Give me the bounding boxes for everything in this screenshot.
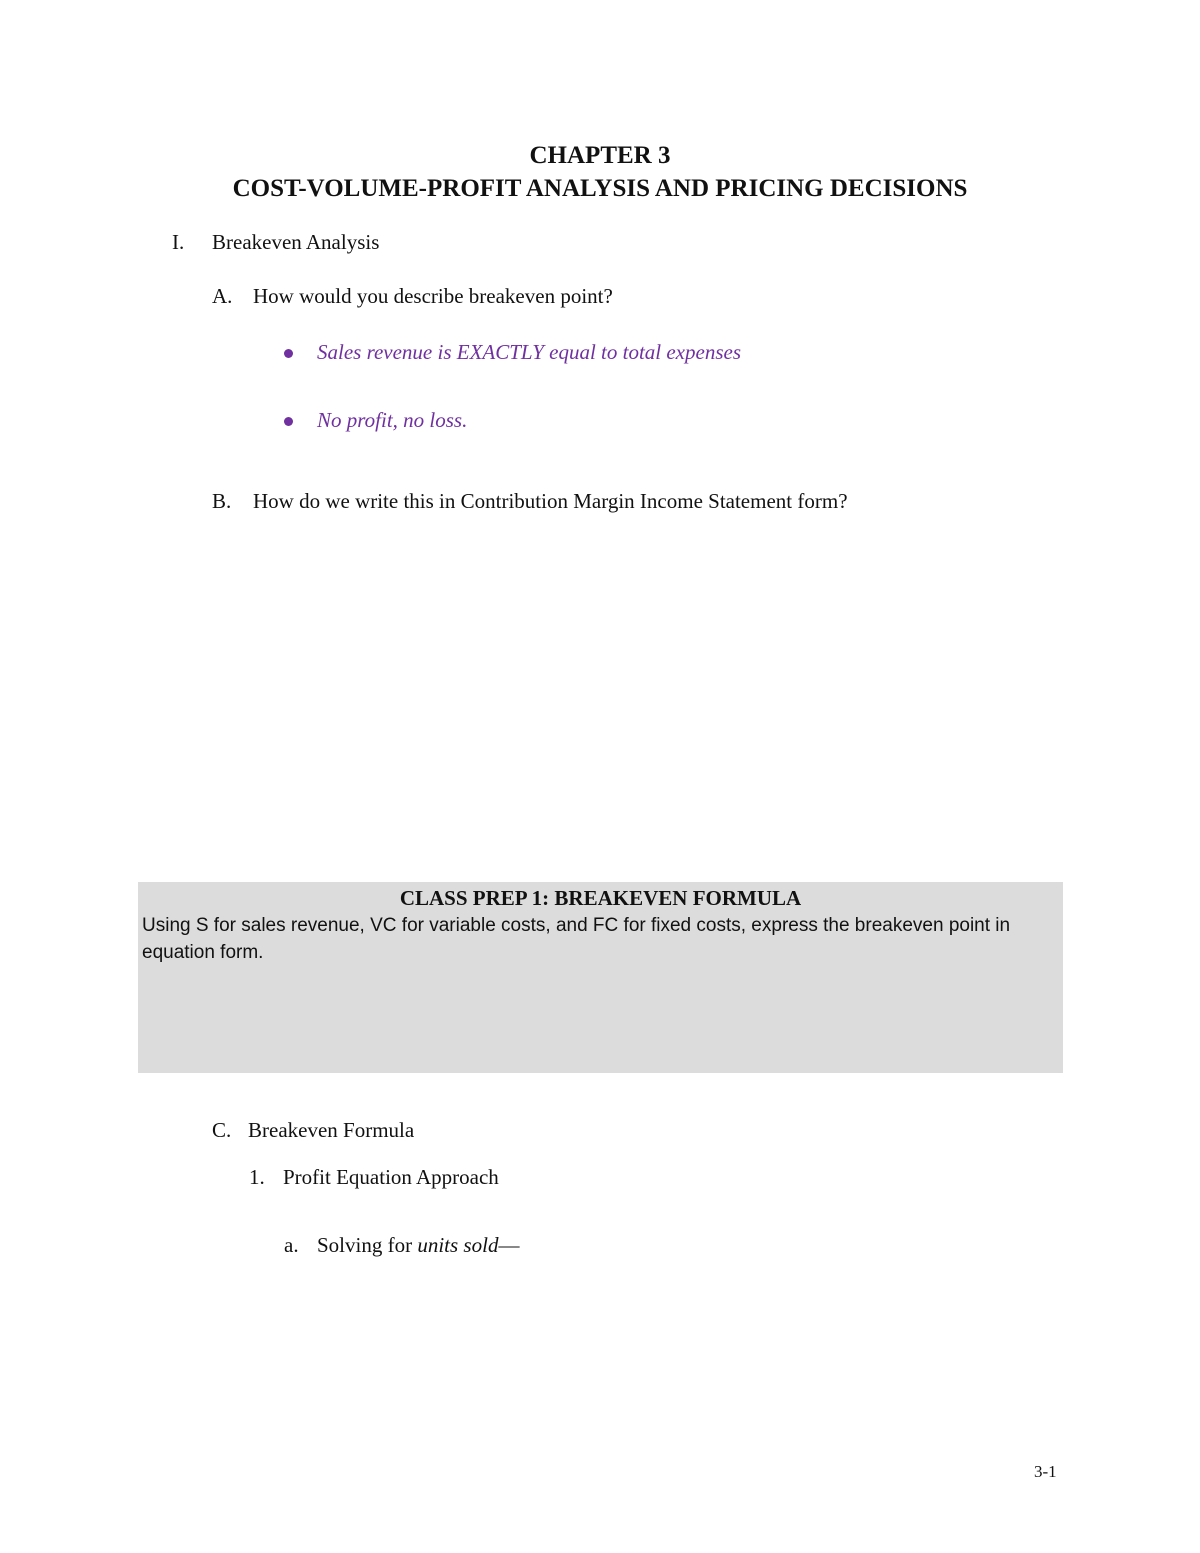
class-prep-title: CLASS PREP 1: BREAKEVEN FORMULA [399, 886, 802, 910]
item-text-suffix: — [498, 1233, 520, 1257]
chapter-heading: CHAPTER 3 [529, 142, 671, 169]
item-text: Profit Equation Approach [283, 1165, 499, 1189]
item-text-emphasis: units sold [417, 1233, 499, 1257]
bullet-text: Sales revenue is EXACTLY equal to total expenses [317, 340, 741, 364]
bullet-text: No profit, no loss. [317, 408, 468, 432]
item-text-prefix: Solving for [317, 1233, 418, 1257]
section-heading: Breakeven Analysis [212, 230, 380, 254]
item-text: How would you describe breakeven point? [253, 284, 613, 308]
item-marker: A. [212, 284, 233, 308]
item-text: How do we write this in Contribution Margin Income Statement form? [253, 489, 848, 513]
bullet-icon [284, 349, 293, 358]
class-prep-body: Using S for sales revenue, VC for variable costs, and FC for fixed costs, express the breakeven point in equation form. [142, 915, 1011, 963]
bullet-icon [284, 417, 293, 426]
section-marker: I. [172, 230, 185, 254]
item-marker: a. [284, 1233, 299, 1257]
page-number: 3-1 [1034, 1462, 1057, 1481]
chapter-title: COST-VOLUME-PROFIT ANALYSIS AND PRICING DECISIONS [232, 175, 968, 202]
item-text: Breakeven Formula [248, 1118, 415, 1142]
item-text [317, 1233, 519, 1258]
class-prep-box [138, 882, 1063, 1073]
item-marker: C. [212, 1118, 232, 1142]
item-marker: B. [212, 489, 232, 513]
item-marker: 1. [249, 1165, 265, 1189]
